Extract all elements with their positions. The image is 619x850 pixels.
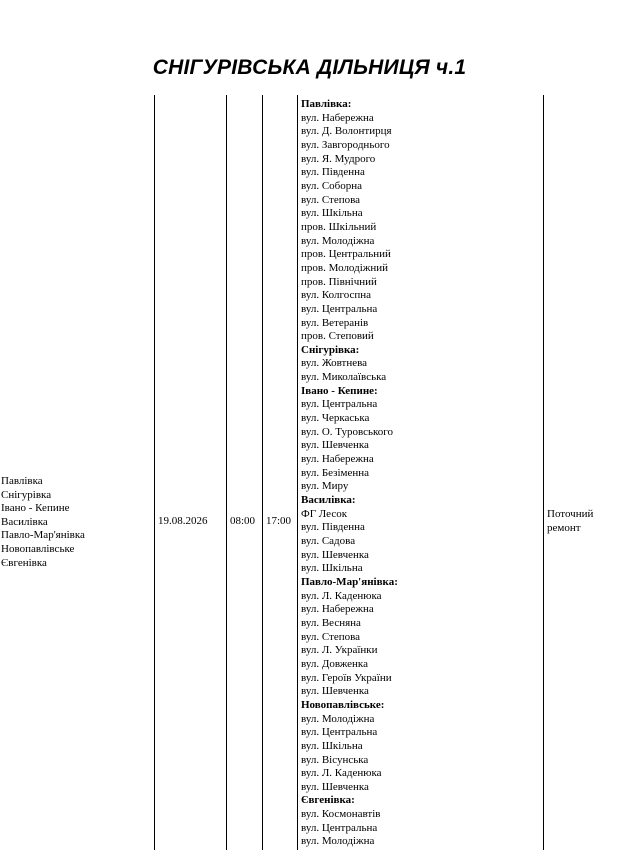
street-item: вул. Південна xyxy=(301,166,365,179)
settlement-heading: Снігурівка: xyxy=(301,343,360,356)
settlement-name: Павлівка xyxy=(1,475,43,487)
street-item: вул. Я. Мудрого xyxy=(301,152,376,165)
street-item: вул. Космонавтів xyxy=(301,808,381,821)
street-item: вул. Молодіжна xyxy=(301,835,375,848)
street-item: вул. Безіменна xyxy=(301,466,370,479)
street-item: вул. Шевченка xyxy=(301,439,369,452)
street-item: вул. Шкільна xyxy=(301,562,363,575)
street-item: вул. Центральна xyxy=(301,726,378,739)
streets-cell xyxy=(301,98,398,849)
settlement-name: Євгенівка xyxy=(1,556,47,569)
street-item: вул. О. Туровського xyxy=(301,425,393,438)
settlement-name: Новопавлівське xyxy=(1,542,75,555)
table-column-divider xyxy=(297,95,298,850)
street-item: вул. Героїв України xyxy=(301,671,392,684)
street-item: вул. Л. Каденюка xyxy=(301,767,382,780)
street-item: вул. Миколаївська xyxy=(301,371,387,384)
settlement-heading: Івано - Кепине: xyxy=(301,384,378,397)
street-item: вул. Набережна xyxy=(301,603,374,616)
street-item: вул. Набережна xyxy=(301,111,374,124)
settlement-heading: Павлівка: xyxy=(301,98,352,110)
table-column-divider xyxy=(226,95,227,850)
street-item: пров. Степовий xyxy=(301,330,374,343)
street-item: вул. Довженка xyxy=(301,657,368,670)
street-item: вул. Шевченка xyxy=(301,548,369,561)
street-item: вул. Шевченка xyxy=(301,685,369,698)
street-item: пров. Молодіжний xyxy=(301,261,389,274)
street-item: ФГ Лесок xyxy=(301,507,348,520)
street-item: вул. Завгороднього xyxy=(301,138,390,151)
street-item: вул. Ветеранів xyxy=(301,316,369,329)
settlement-name: Павло-Мар'янівка xyxy=(1,529,85,542)
settlement-name: Василівка xyxy=(1,515,48,528)
street-item: вул. Миру xyxy=(301,480,349,493)
street-item: вул. Південна xyxy=(301,521,365,534)
street-item: вул. Жовтнева xyxy=(301,357,368,370)
street-item: вул. Шевченка xyxy=(301,780,369,793)
work-type-text: ремонт xyxy=(547,521,581,534)
table-column-divider xyxy=(154,95,155,850)
street-item: вул. Весняна xyxy=(301,616,361,629)
outage-date: 19.08.2026 xyxy=(158,515,208,527)
street-item: вул. Молодіжна xyxy=(301,234,375,247)
settlement-heading: Євгенівка: xyxy=(301,794,355,807)
street-item: вул. Д. Волонтирця xyxy=(301,125,392,138)
street-item: вул. Степова xyxy=(301,193,361,206)
settlement-heading: Павло-Мар'янівка: xyxy=(301,575,398,588)
street-item: вул. Колгоспна xyxy=(301,289,372,302)
settlements-cell xyxy=(1,475,85,570)
page-title: СНІГУРІВСЬКА ДІЛЬНИЦЯ ч.1 xyxy=(152,56,467,79)
street-item: вул. Шкільна xyxy=(301,739,363,752)
street-item: вул. Л. Українки xyxy=(301,644,378,657)
street-item: вул. Центральна xyxy=(301,398,378,411)
street-item: пров. Шкільний xyxy=(301,220,377,233)
settlement-name: Івано - Кепине xyxy=(1,502,70,515)
street-item: пров. Північний xyxy=(301,275,377,288)
settlement-heading: Василівка: xyxy=(301,494,356,507)
street-item: вул. Шкільна xyxy=(301,207,363,220)
settlement-name: Снігурівка xyxy=(1,488,52,501)
street-item: вул. Центральна xyxy=(301,302,378,315)
street-item: вул. Л. Каденюка xyxy=(301,589,382,602)
street-item: вул. Садова xyxy=(301,535,356,547)
street-item: пров. Центральний xyxy=(301,248,391,261)
street-item: вул. Молодіжна xyxy=(301,712,375,725)
start-time: 08:00 xyxy=(230,515,256,527)
street-item: вул. Вісунська xyxy=(301,753,369,766)
settlement-heading: Новопавлівське: xyxy=(301,698,385,711)
street-item: вул. Степова xyxy=(301,630,361,643)
table-column-divider xyxy=(262,95,263,850)
street-item: вул. Черкаська xyxy=(301,412,370,425)
end-time: 17:00 xyxy=(266,515,292,527)
street-item: вул. Набережна xyxy=(301,453,374,466)
work-type-cell xyxy=(547,508,593,535)
work-type-text: Поточний xyxy=(547,508,594,520)
table-column-divider xyxy=(543,95,544,850)
street-item: вул. Соборна xyxy=(301,179,363,192)
street-item: вул. Центральна xyxy=(301,821,378,834)
